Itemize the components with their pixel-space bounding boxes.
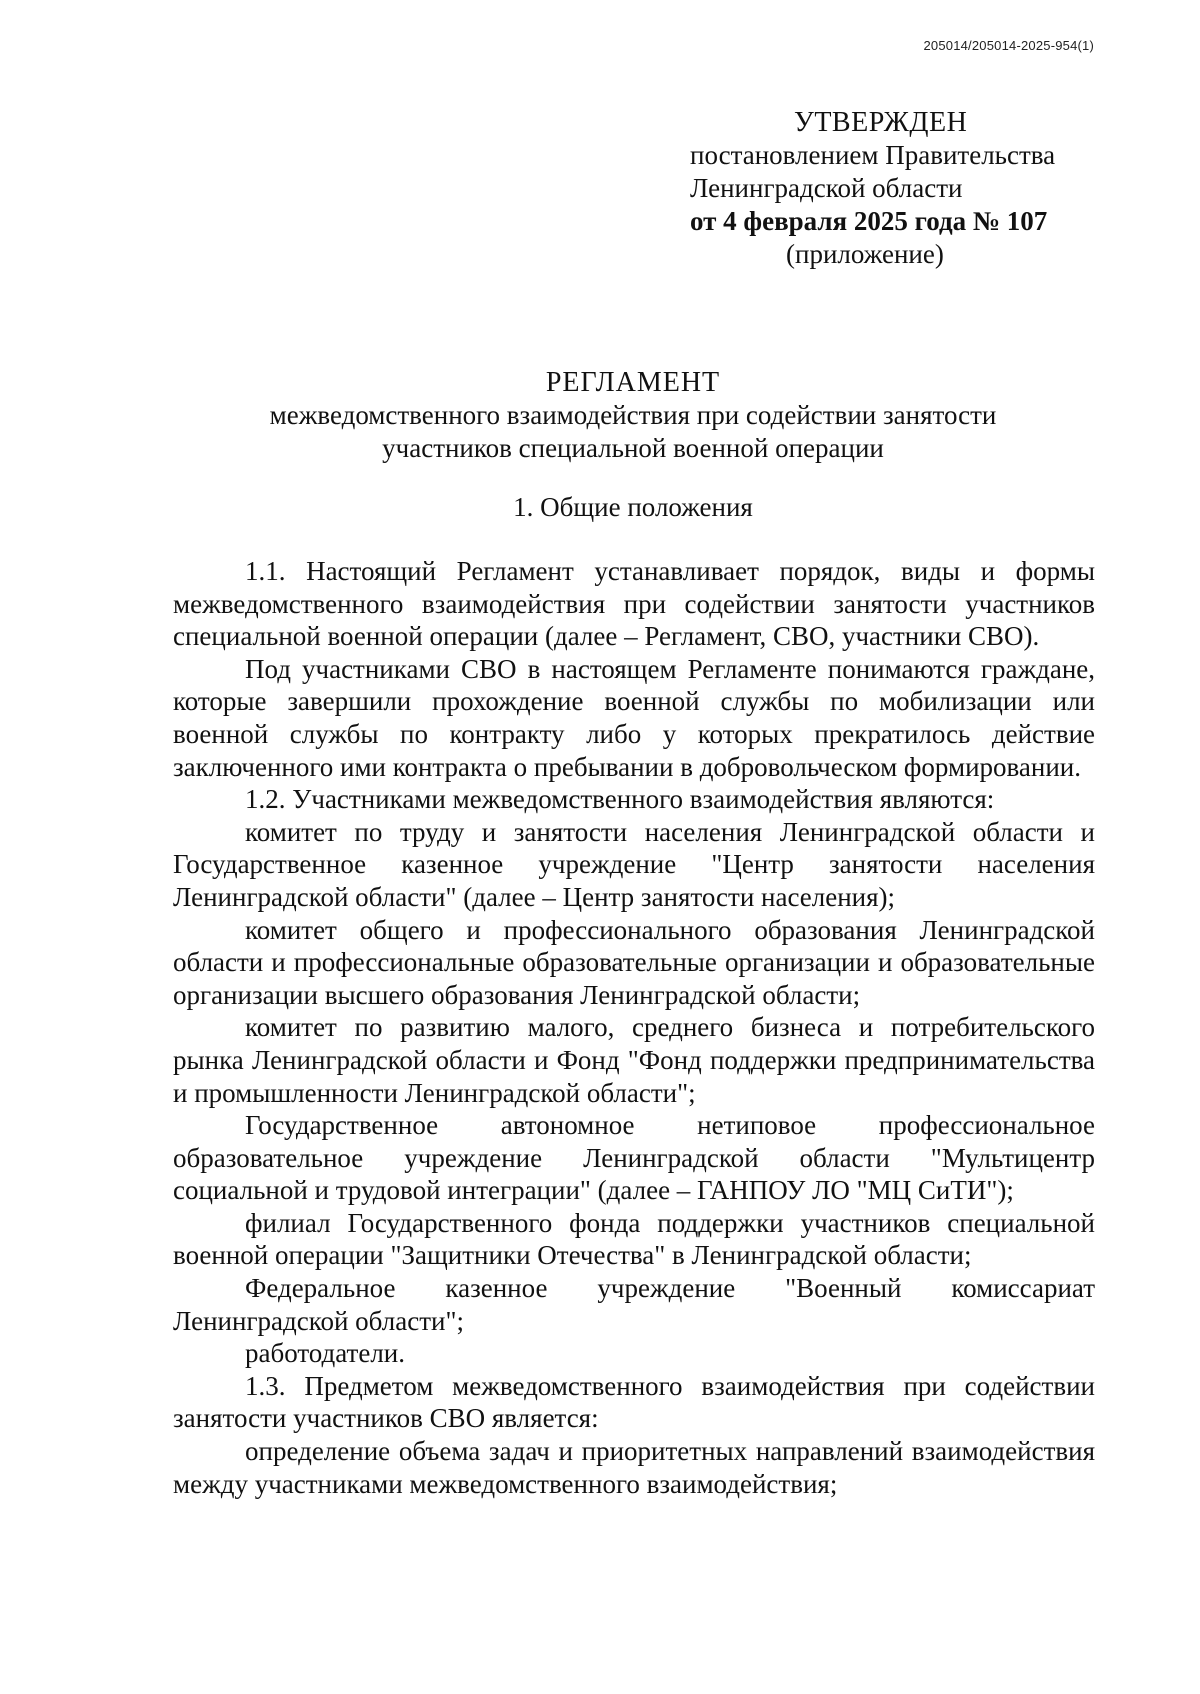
paragraph-1-2: 1.2. Участниками межведомственного взаимодействия являются:	[245, 784, 995, 815]
paragraph-participant-military-commissariat: Федеральное казенное учреждение "Военный комиссариат Ленинградской области";	[173, 1273, 1095, 1336]
paragraph-svo-definition: Под участниками СВО в настоящем Регламенте понимаются граждане, которые завершили прохождение военной службы по мобилизации или военной службы по контракту либо у которых прекратилось действие заключенного ими контракта о пребывании в добровольческом формировании.	[173, 653, 1095, 782]
approval-stamp-block	[690, 106, 1110, 271]
document-subtitle-line-2: участников специальной военной операции	[382, 433, 884, 463]
document-subtitle-line-1: межведомственного взаимодействия при содействии занятости	[269, 400, 997, 430]
approval-line-2: Ленинградской области	[690, 173, 963, 203]
document-title: РЕГЛАМЕНТ	[545, 367, 721, 398]
document-id: 205014/205014-2025-954(1)	[923, 38, 1094, 53]
paragraph-participant-business-committee: комитет по развитию малого, среднего бизнеса и потребительского рынка Ленинградской области и Фонд "Фонд поддержки предпринимательства и промышленности Ленинградской области";	[173, 1012, 1095, 1108]
paragraph-1-1: 1.1. Настоящий Регламент устанавливает порядок, виды и формы межведомственного взаимодействия при содействии занятости участников специальной военной операции (далее – Регламент, СВО, участники СВО).	[173, 556, 1095, 652]
document-title-block	[170, 366, 1096, 524]
paragraph-1-3: 1.3. Предметом межведомственного взаимодействия при содействии занятости участников СВО является:	[173, 1370, 1095, 1434]
approval-line-1: постановлением Правительства	[690, 140, 1056, 170]
paragraph-participant-education-committee: комитет общего и профессионального образования Ленинградской области и профессиональные образовательные организации и образовательные организации высшего образования Ленинградской области;	[173, 914, 1095, 1010]
document-body	[173, 555, 1095, 1500]
paragraph-participant-fund-branch: филиал Государственного фонда поддержки участников специальной военной операции "Защитники Отечества" в Ленинградской области;	[173, 1207, 1095, 1271]
section-heading: 1. Общие положения	[513, 492, 753, 522]
approval-annex-label: (приложение)	[786, 239, 944, 269]
approval-decree-number: от 4 февраля 2025 года № 107	[690, 206, 1048, 236]
paragraph-participant-ganpou: Государственное автономное нетиповое профессиональное образовательное учреждение Ленинградской области "Мультицентр социальной и трудовой интеграции" (далее – ГАНПОУ ЛО "МЦ СиТИ");	[173, 1110, 1095, 1206]
paragraph-participant-employers: работодатели.	[245, 1338, 406, 1369]
paragraph-participant-labor-committee: комитет по труду и занятости населения Ленинградской области и Государственное казенное учреждение "Центр занятости населения Ленинградской области" (далее – Центр занятости населения);	[173, 816, 1095, 912]
approval-heading: УТВЕРЖДЕН	[794, 107, 968, 138]
paragraph-1-3-item-1: определение объема задач и приоритетных направлений взаимодействия между участниками межведомственного взаимодействия;	[173, 1436, 1095, 1499]
